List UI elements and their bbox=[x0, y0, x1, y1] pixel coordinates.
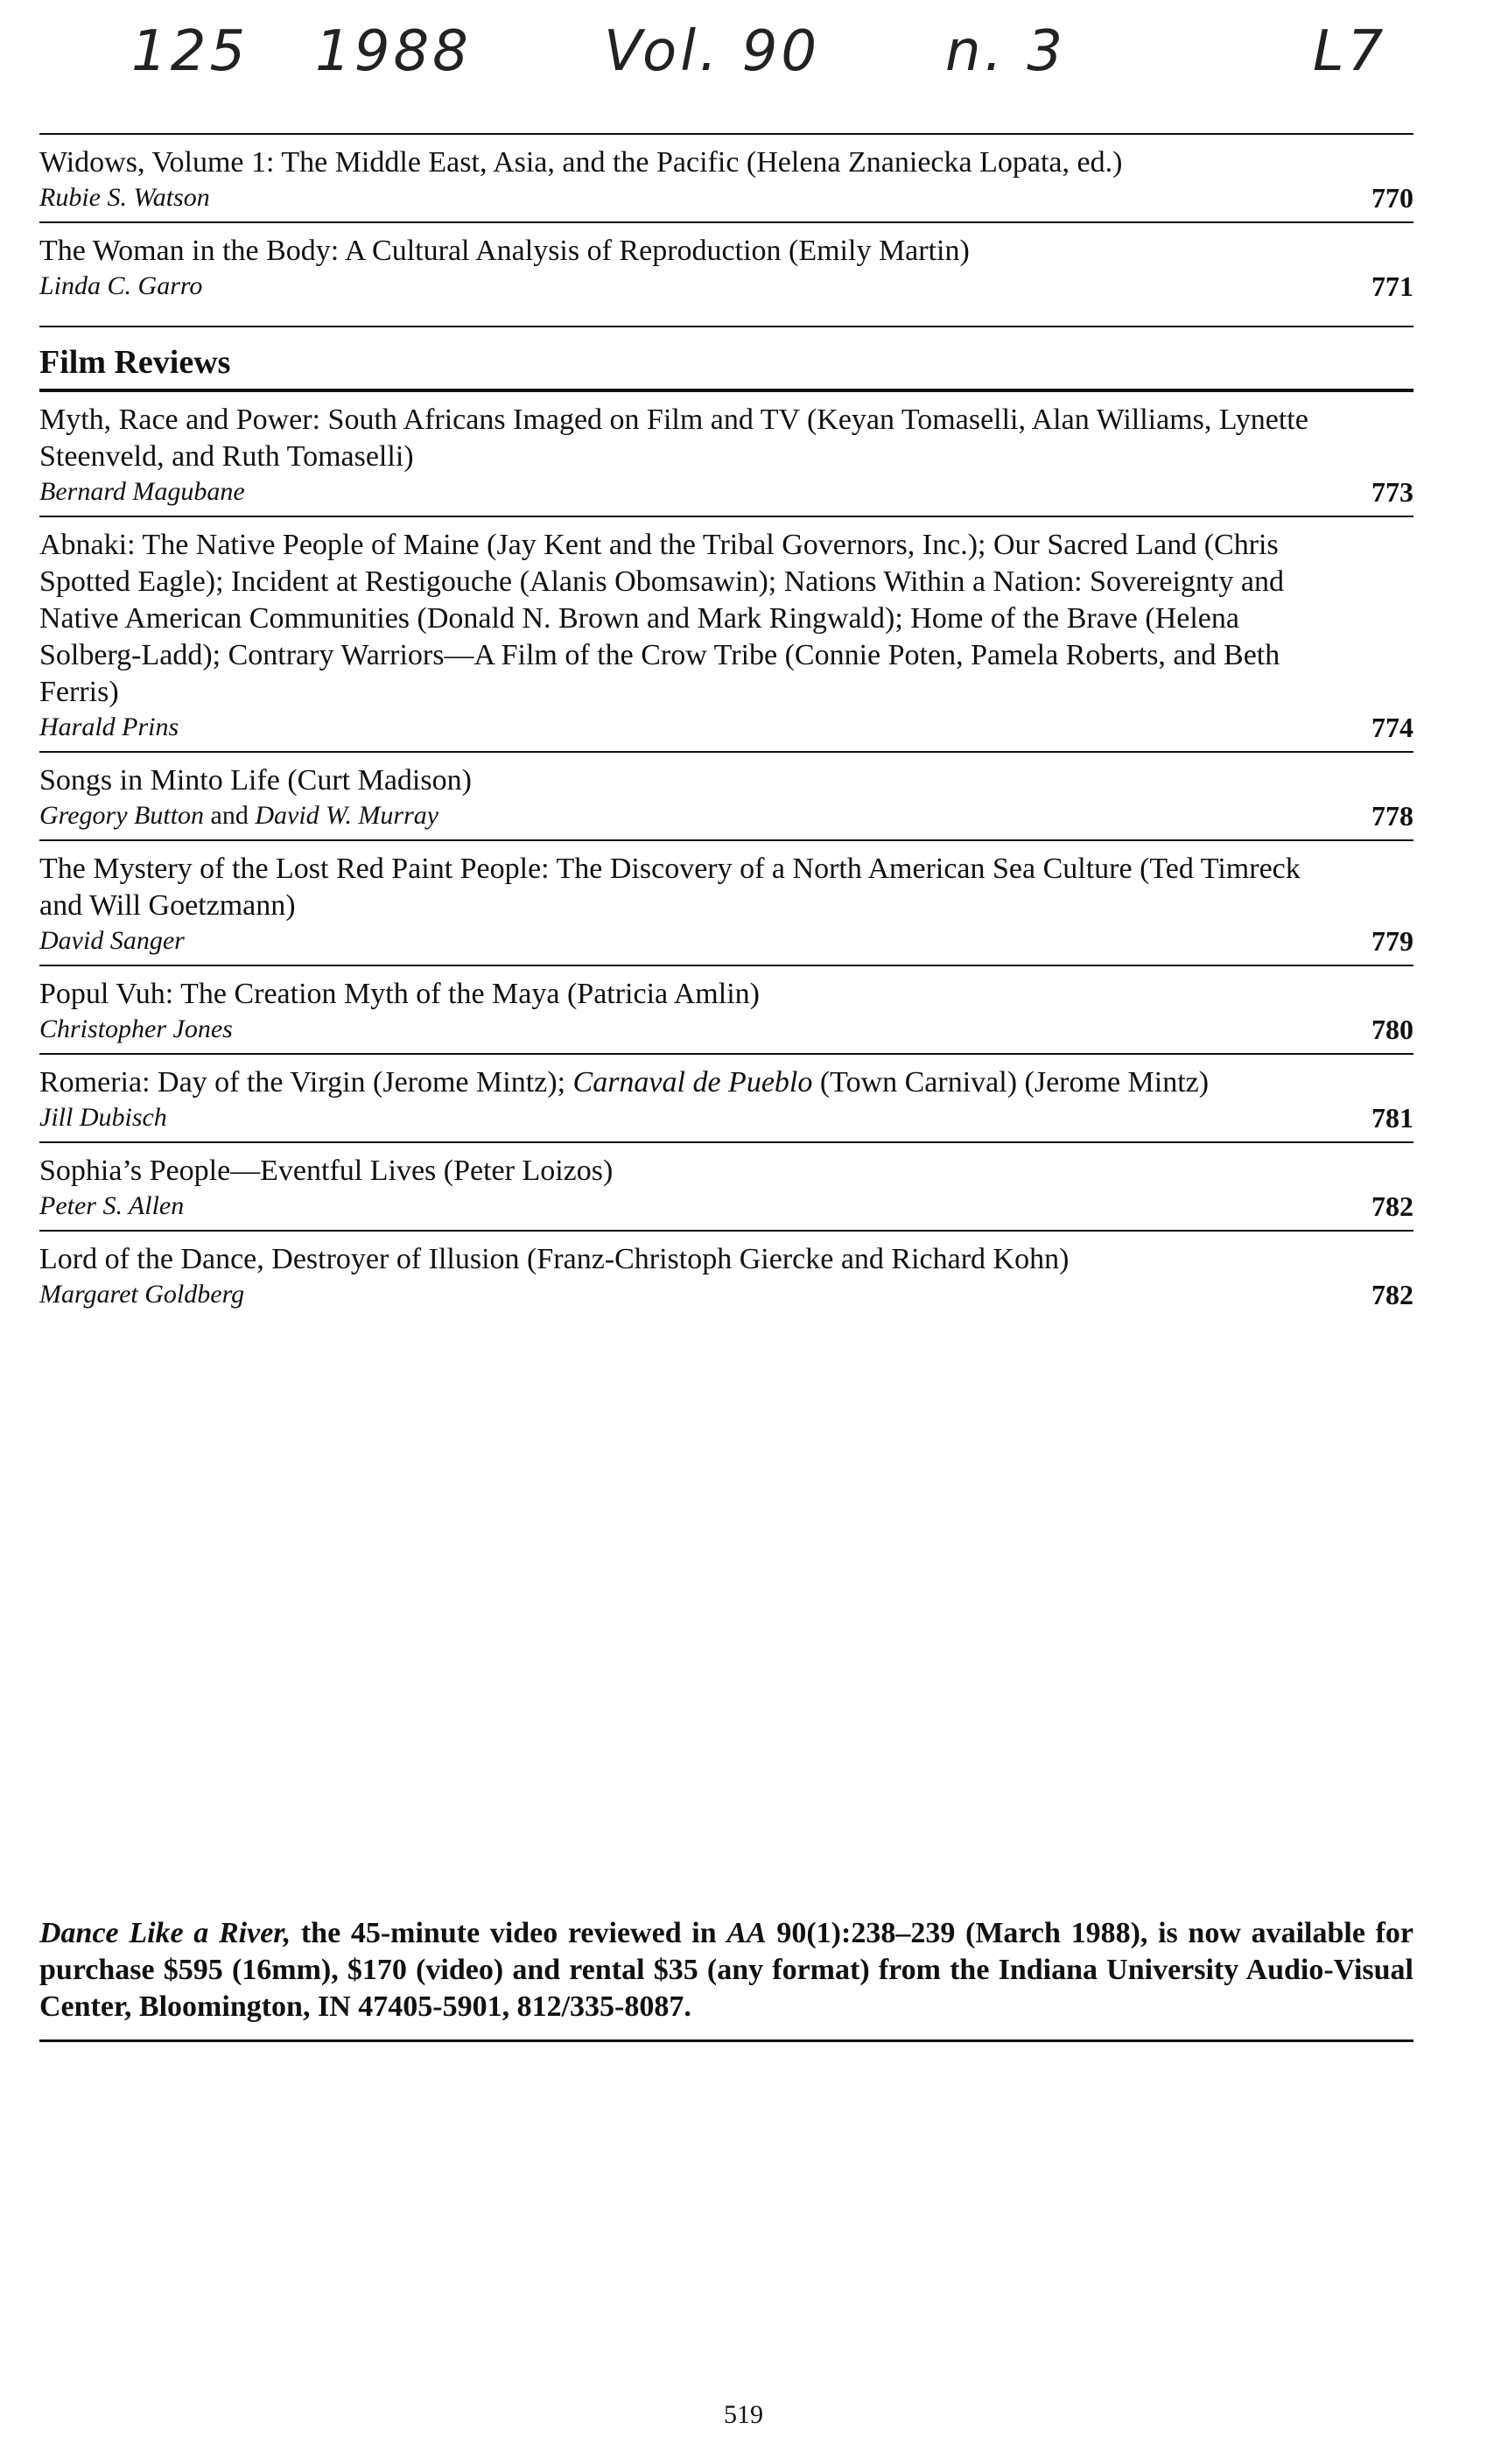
review-entry bbox=[39, 135, 1413, 221]
reviewer-name: Jill Dubisch bbox=[39, 1103, 167, 1132]
review-title: Lord of the Dance, Destroyer of Illusion (Franz-Christoph Giercke and Richard Kohn) bbox=[39, 1243, 1070, 1275]
reviewer-name: David Sanger bbox=[39, 926, 185, 955]
title-part: (Town Carnival) (Jerome Mintz) bbox=[812, 1066, 1210, 1099]
review-entry bbox=[39, 841, 1413, 965]
review-title: The Woman in the Body: A Cultural Analysis of Reproduction (Emily Martin) bbox=[39, 235, 970, 267]
review-title: Myth, Race and Power: South Africans Imaged on Film and TV (Keyan Tomaselli, Alan Williams, Lynette Steenveld, and Ruth Tomaselli) bbox=[39, 404, 1308, 473]
page-ref: 782 bbox=[1371, 1279, 1413, 1310]
film-reviews-list bbox=[39, 392, 1413, 1318]
page-ref: 778 bbox=[1371, 800, 1413, 832]
section-heading: Film Reviews bbox=[39, 344, 231, 381]
reviewer-line bbox=[39, 1278, 1413, 1311]
reviewer-names bbox=[39, 271, 202, 300]
annotation-part: Vol. 90 bbox=[604, 19, 821, 84]
title-part: Romeria: Day of the Virgin (Jerome Mintz); bbox=[39, 1066, 573, 1099]
reviewer-name: David W. Murray bbox=[255, 801, 439, 830]
reviewer-names bbox=[39, 183, 210, 212]
reviewer-name: Christopher Jones bbox=[39, 1014, 233, 1043]
reviewer-names bbox=[39, 1014, 233, 1043]
reviewer-line bbox=[39, 181, 1413, 214]
review-entry bbox=[39, 223, 1413, 310]
page-number: 519 bbox=[724, 2400, 763, 2429]
contents-list bbox=[39, 133, 1413, 1318]
reviewer-names bbox=[39, 477, 245, 506]
title-part: Carnaval de Pueblo bbox=[572, 1066, 813, 1099]
purchase-notice bbox=[39, 1915, 1413, 2025]
review-entry bbox=[39, 966, 1413, 1053]
review-entry bbox=[39, 753, 1413, 839]
page-ref: 779 bbox=[1371, 925, 1413, 957]
reviewer-line bbox=[39, 475, 1413, 509]
reviewer-name: Peter S. Allen bbox=[39, 1191, 185, 1220]
notice-rule bbox=[39, 2039, 1413, 2042]
review-title bbox=[39, 1064, 1413, 1101]
reviewer-line bbox=[39, 711, 1413, 744]
reviewer-names bbox=[39, 1191, 184, 1220]
review-title: Abnaki: The Native People of Maine (Jay Kent and the Tribal Governors, Inc.); Our Sacred Land (Chris Spotted Eagle); Incident at Restigouche (Alanis Obomsawin); Nations Within a Nation: Sovereignty and Native American Communities (Donald N. Brown and Mark Ringwald); Home of the Brave (Helena Solberg-Ladd); Contrary Warriors—A Film of the Crow Tribe (Connie Poten, Pamela Roberts, and Beth Ferris) bbox=[39, 529, 1284, 708]
page-ref: 782 bbox=[1371, 1190, 1413, 1222]
reviewer-line bbox=[39, 1013, 1413, 1046]
reviewer-names bbox=[39, 926, 185, 955]
notice-part: 90(1):238–239 (March 1988), is now available for purchase $595 (16mm), $170 (video) and rental $35 (any format) from the Indiana University Audio-Visual Center, Bloomington, IN 47405-5901, 812/335-8087. bbox=[39, 1917, 1413, 2023]
review-title: Widows, Volume 1: The Middle East, Asia, and the Pacific (Helena Znaniecka Lopata, ed.) bbox=[39, 146, 1123, 179]
reviewer-name: Rubie S. Watson bbox=[39, 183, 210, 212]
reviewer-names bbox=[39, 801, 438, 830]
reviewer-names bbox=[39, 1280, 244, 1309]
review-title: Songs in Minto Life (Curt Madison) bbox=[39, 764, 472, 797]
reviewer-name: Gregory Button bbox=[39, 801, 205, 830]
page-ref: 771 bbox=[1371, 270, 1413, 302]
book-reviews-list bbox=[39, 135, 1413, 310]
notice-part: AA bbox=[726, 1917, 767, 1949]
reviewer-name: Harald Prins bbox=[39, 713, 179, 741]
reviewer-joiner: and bbox=[204, 801, 256, 830]
reviewer-names bbox=[39, 1103, 167, 1132]
reviewer-line bbox=[39, 924, 1413, 958]
page-ref: 774 bbox=[1371, 712, 1413, 743]
notice-part: the 45-minute video reviewed in bbox=[291, 1917, 727, 1949]
review-entry bbox=[39, 392, 1413, 516]
annotation-part: 1988 bbox=[315, 19, 472, 84]
page-ref: 770 bbox=[1371, 182, 1413, 214]
review-entry bbox=[39, 1143, 1413, 1230]
annotation-part: n. 3 bbox=[945, 19, 1066, 84]
reviewer-names bbox=[39, 713, 179, 741]
page-ref: 781 bbox=[1371, 1102, 1413, 1134]
reviewer-line bbox=[39, 1190, 1413, 1223]
review-entry bbox=[39, 1232, 1413, 1318]
reviewer-name: Linda C. Garro bbox=[39, 271, 203, 300]
review-title: Sophia’s People—Eventful Lives (Peter Loizos) bbox=[39, 1155, 614, 1187]
page-ref: 773 bbox=[1371, 476, 1413, 508]
reviewer-line bbox=[39, 1101, 1413, 1134]
review-title: The Mystery of the Lost Red Paint People: The Discovery of a North American Sea Culture (Ted Timreck and Will Goetzmann) bbox=[39, 853, 1301, 922]
review-title: Popul Vuh: The Creation Myth of the Maya (Patricia Amlin) bbox=[39, 978, 760, 1010]
annotation-part: 125 bbox=[131, 19, 249, 84]
notice-part: Dance Like a River, bbox=[39, 1917, 291, 1949]
reviewer-line bbox=[39, 270, 1413, 303]
annotation-part: L7 bbox=[1313, 19, 1387, 84]
review-entry bbox=[39, 1055, 1413, 1141]
page-ref: 780 bbox=[1371, 1014, 1413, 1045]
reviewer-name: Bernard Magubane bbox=[39, 477, 245, 506]
reviewer-name: Margaret Goldberg bbox=[39, 1280, 245, 1309]
review-entry bbox=[39, 517, 1413, 751]
handwritten-annotation bbox=[131, 19, 1444, 116]
reviewer-line bbox=[39, 799, 1413, 832]
